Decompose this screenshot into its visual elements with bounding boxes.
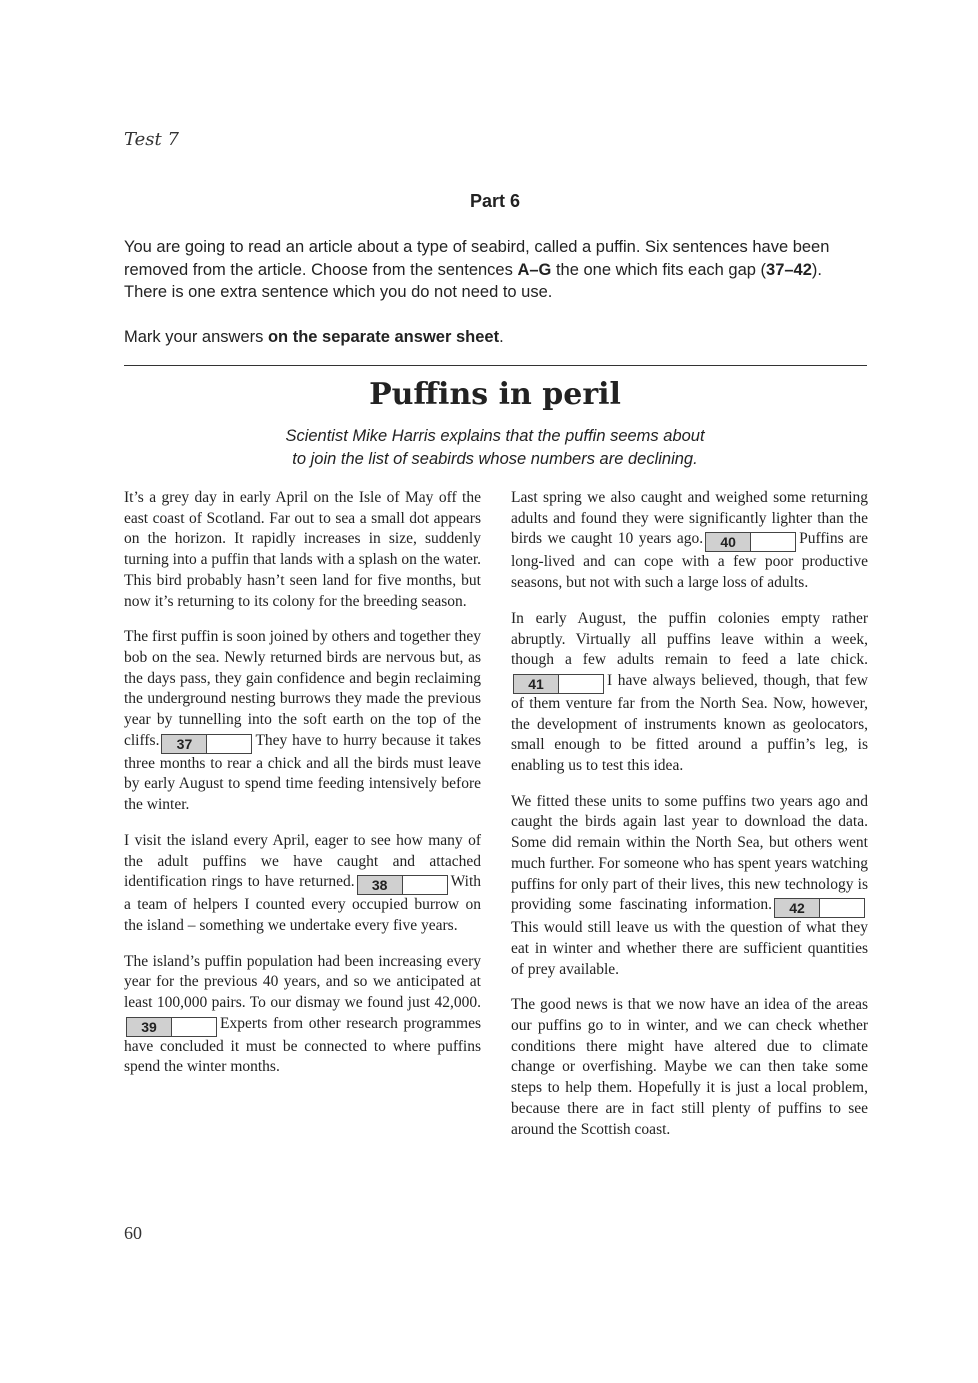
sentence-range: A–G <box>517 260 552 279</box>
article-column-left <box>124 488 481 1093</box>
gap-number: 39 <box>127 1018 172 1036</box>
paragraph-5-text-a: Last spring we also caught and weighed some returning adults and found they were significantly lighter than the birds we caught 10 years ago. <box>511 489 868 548</box>
gap-37-box[interactable] <box>161 734 252 754</box>
answer-text-2: . <box>499 327 504 346</box>
divider <box>124 365 867 366</box>
paragraph-4-text-b: Experts from other research programmes have concluded it must be connected to where puffins spend the winter months. <box>124 1014 481 1076</box>
paragraph-3-text-a: I visit the island every April, eager to see how many of the adult puffins we have caught and attached identification rings to have returned. <box>124 831 481 891</box>
gap-38-box[interactable] <box>357 875 448 895</box>
article-title: Puffins in peril <box>369 377 621 412</box>
paragraph-4-text-a: The island’s puffin population had been increasing every year for the previous 40 years, and so we anticipated at least 100,000 pairs. To our dismay we found just 42,000. <box>124 952 481 1012</box>
article-subtitle <box>0 425 978 470</box>
gap-number: 42 <box>775 899 820 917</box>
answer-text-1: Mark your answers <box>124 327 268 346</box>
test-label: Test 7 <box>124 129 179 150</box>
paragraph-5-text-b: Puffins are long-lived and can cope with a few poor productive seasons, but not with such a large loss of adults. <box>511 530 868 592</box>
instructions-text-1: You are going to read an article about a type of seabird, called a puffin. Six sentences have been removed from the article. Choose from the sentences <box>124 238 830 279</box>
gap-number: 40 <box>706 533 751 551</box>
subtitle-line-1: Scientist Mike Harris explains that the puffin seems about <box>285 427 705 445</box>
gap-number: 37 <box>162 735 207 753</box>
gap-answer-blank[interactable] <box>559 675 603 693</box>
paragraph-8: The good news is that we now have an idea of the areas our puffins go to in winter, and we can check whether conditions there might have altered due to climate change or overfishing. Maybe we can then take some steps to help them. Hopefully it is just a local problem, because there are in fact still plenty of puffins to see around the Scottish coast. <box>511 996 868 1138</box>
gap-answer-blank[interactable] <box>172 1018 216 1036</box>
gap-42-box[interactable] <box>774 898 865 918</box>
article-column-right <box>511 488 868 1155</box>
gap-39-box[interactable] <box>126 1017 217 1037</box>
answer-sheet-instruction <box>124 326 869 349</box>
paragraph-7 <box>511 792 868 981</box>
paragraph-2-text-a: The first puffin is soon joined by others and together they bob on the sea. Newly returned birds are nervous but, as the days pass, they gain confidence and begin reclaiming the underground nesting burrows they made the previous year by tunnelling into the soft earth on the top of the cliffs. <box>124 628 482 749</box>
instructions-text-3: ). There is one extra sentence which you do not need to use. <box>124 260 822 301</box>
paragraph-6-text-b: I have always believed, though, that few of them venture far from the North Sea. Now, however, the development of instruments known as geolocators, small enough to be fitted around a puffin’s leg, is enabling us to test this idea. <box>511 671 868 775</box>
gap-answer-blank[interactable] <box>403 876 447 894</box>
paragraph-7-text-b: This would still leave us with the question of what they eat in winter and whether there are sufficient quantities of prey available. <box>511 919 868 978</box>
paragraph-5 <box>511 488 868 594</box>
gap-answer-blank[interactable] <box>207 735 251 753</box>
paragraph-6-text-a: In early August, the puffin colonies empty rather abruptly. Virtually all puffins leave within a week, though a few adults remain to feed a late chick. <box>511 609 868 669</box>
gap-number: 38 <box>358 876 403 894</box>
gap-41-box[interactable] <box>513 674 604 694</box>
instructions-text <box>124 236 869 304</box>
paragraph-6 <box>511 609 868 777</box>
paragraph-2-text-b: They have to hurry because it takes three months to rear a chick and all the birds must leave by early August to spend time feeding intensively before the winter. <box>124 731 481 814</box>
gap-range: 37–42 <box>766 260 812 279</box>
paragraph-4 <box>124 952 481 1079</box>
instructions <box>124 236 869 348</box>
subtitle-line-2: to join the list of seabirds whose numbers are declining. <box>292 449 698 468</box>
part-title: Part 6 <box>469 191 521 211</box>
instructions-text-2: the one which fits each gap ( <box>551 260 767 279</box>
gap-number: 41 <box>514 675 559 693</box>
gap-answer-blank[interactable] <box>751 533 795 551</box>
paragraph-2 <box>124 627 481 816</box>
paragraph-7-text-a: We fitted these units to some puffins two years ago and caught the birds again last year to download the data. Some did remain within the North Sea, but others went much further. For someone who has spent years watching puffins for only part of their lives, this new technology is providing some fascinating information. <box>511 792 868 914</box>
page-number: 60 <box>124 1223 142 1243</box>
paragraph-1: It’s a grey day in early April on the Isle of May off the east coast of Scotland. Far out to sea a small dot appears on the horizon. It rapidly increases in size, suddenly turning into a puffin that lands with a splash on the water. This bird probably hasn’t seen land for five months, but now it’s returning to its colony for the breeding season. <box>124 489 482 610</box>
paragraph-3-text-b: With a team of helpers I counted every occupied burrow on the island – something we undertake every five years. <box>124 873 481 934</box>
gap-40-box[interactable] <box>705 532 796 552</box>
gap-answer-blank[interactable] <box>820 899 864 917</box>
answer-sheet-emphasis: on the separate answer sheet <box>267 327 500 346</box>
paragraph-3 <box>124 831 481 937</box>
